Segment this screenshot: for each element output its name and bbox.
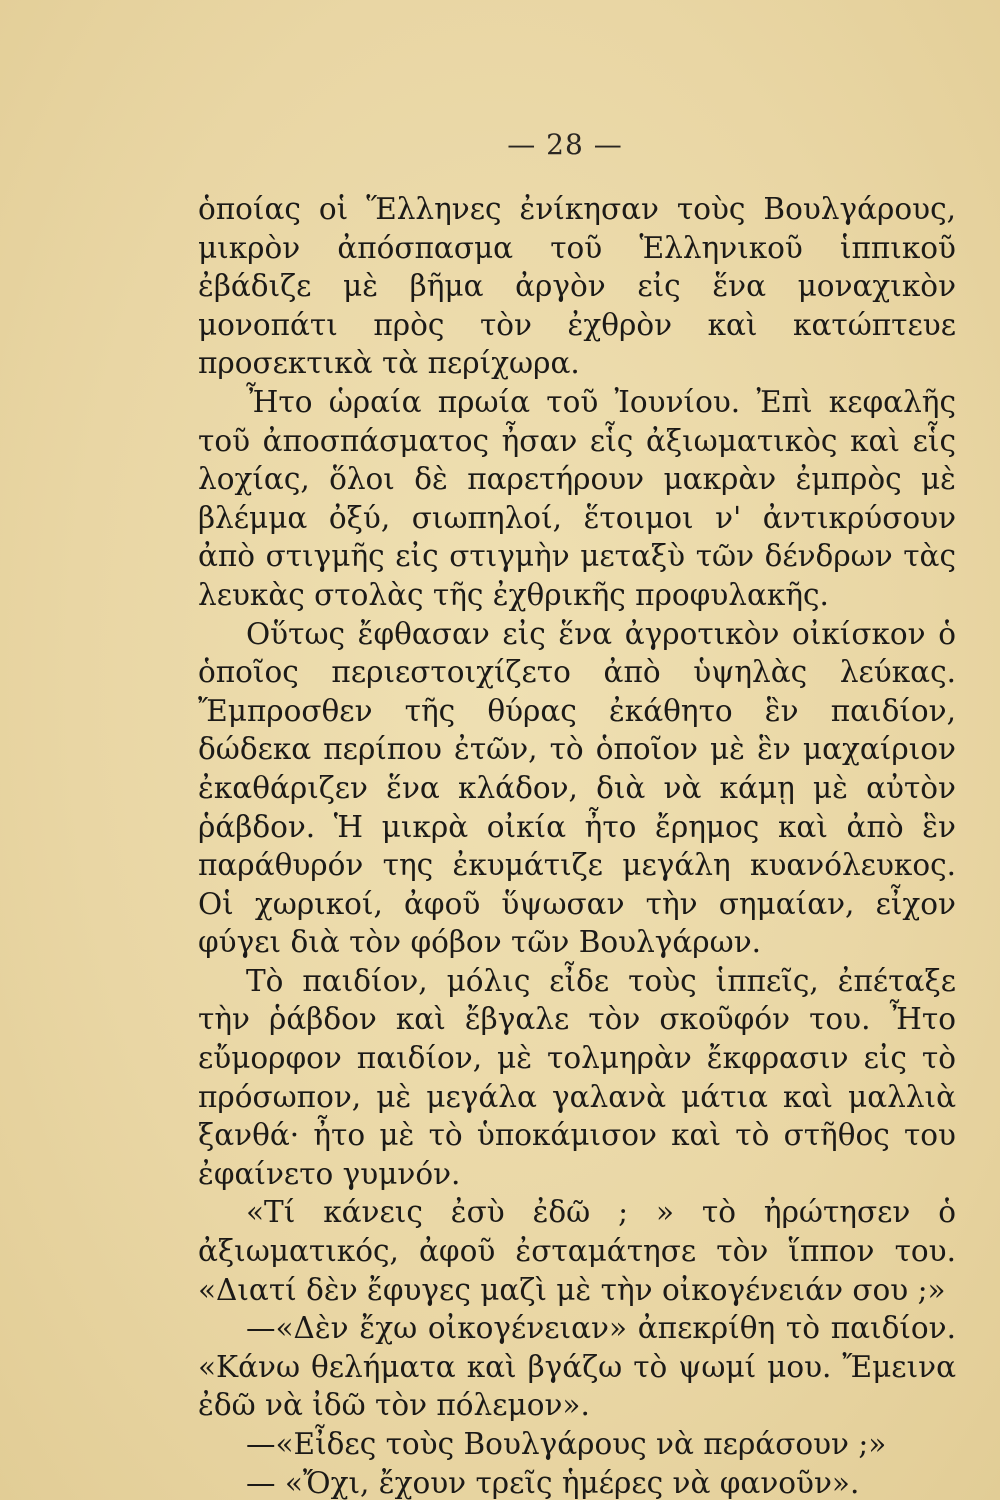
paragraph-5: «Τί κάνεις ἐσὺ ἐδῶ ; » τὸ ἠρώτησεν ὁ ἀξιωματικός, ἀφοῦ ἐσταμάτησε τὸν ἵππον του. «Διατί δὲν ἔφυγες μαζὶ μὲ τὴν οἰκογένειάν σου ;» — [198, 1195, 956, 1307]
paragraph-3: Οὕτως ἔφθασαν εἰς ἕνα ἀγροτικὸν οἰκίσκον ὁ ὁποῖος περιεστοιχίζετο ἀπὸ ὑψηλὰς λεύκας. Ἔμπροσθεν τῆς θύρας ἐκάθητο ἓν παιδίον, δώδεκα περίπου ἐτῶν, τὸ ὁποῖον μὲ ἓν μαχαίριον ἐκαθάριζεν ἕνα κλάδον, διὰ νὰ κάμῃ μὲ αὐτὸν ῥάβδον. Ἡ μικρὰ οἰκία ἦτο ἔρημος καὶ ἀπὸ ἓν παράθυρόν της ἐκυμάτιζε μεγάλη κυανόλευκος. Οἱ χωρικοί, ἀφοῦ ὕψωσαν τὴν σημαίαν, εἶχον φύγει διὰ τὸν φόβον τῶν Βουλγάρων. — [198, 616, 956, 960]
paragraph-4: Τὸ παιδίον, μόλις εἶδε τοὺς ἱππεῖς, ἐπέταξε τὴν ῥάβδον καὶ ἔβγαλε τὸν σκοῦφόν του. Ἦτο εὔμορφον παιδίον, μὲ τολμηρὰν ἔκφρασιν εἰς τὸ πρόσωπον, μὲ μεγάλα γαλανὰ μάτια καὶ μαλλιὰ ξανθά· ἦτο μὲ τὸ ὑποκάμισον καὶ τὸ στῆθος του ἐφαίνετο γυμνόν. — [198, 963, 956, 1191]
page-number: — 28 — — [507, 128, 623, 161]
paragraph-8: — «Ὄχι, ἔχουν τρεῖς ἡμέρες νὰ φανοῦν». — [246, 1465, 860, 1500]
paragraph-6: —«Δὲν ἔχω οἰκογένειαν» ἀπεκρίθη τὸ παιδίον. «Κάνω θελήματα καὶ βγάζω τὸ ψωμί μου. Ἔμεινα ἐδῶ νὰ ἰδῶ τὸν πόλεμον». — [198, 1311, 956, 1423]
paragraph-1: ὁποίας οἱ Ἕλληνες ἐνίκησαν τοὺς Βουλγάρους, μικρὸν ἀπόσπασμα τοῦ Ἑλληνικοῦ ἱππικοῦ ἐβάδιζε μὲ βῆμα ἀργὸν εἰς ἕνα μοναχικὸν μονοπάτι πρὸς τὸν ἐχθρὸν καὶ κατώπτευε προσεκτικὰ τὰ περίχωρα. — [198, 192, 956, 381]
paragraph-7: —«Εἶδες τοὺς Βουλγάρους νὰ περάσουν ;» — [246, 1427, 887, 1461]
paragraph-2: Ἦτο ὡραία πρωία τοῦ Ἰουνίου. Ἐπὶ κεφαλῆς τοῦ ἀποσπάσματος ἦσαν εἷς ἀξιωματικὸς καὶ εἷς λοχίας, ὅλοι δὲ παρετήρουν μακρὰν ἐμπρὸς μὲ βλέμμα ὀξύ, σιωπηλοί, ἕτοιμοι ν' ἀντικρύσουν ἀπὸ στιγμῆς εἰς στιγμὴν μεταξὺ τῶν δένδρων τὰς λευκὰς στολὰς τῆς ἐχθρικῆς προφυλακῆς. — [198, 384, 956, 612]
body-text — [198, 190, 956, 1500]
